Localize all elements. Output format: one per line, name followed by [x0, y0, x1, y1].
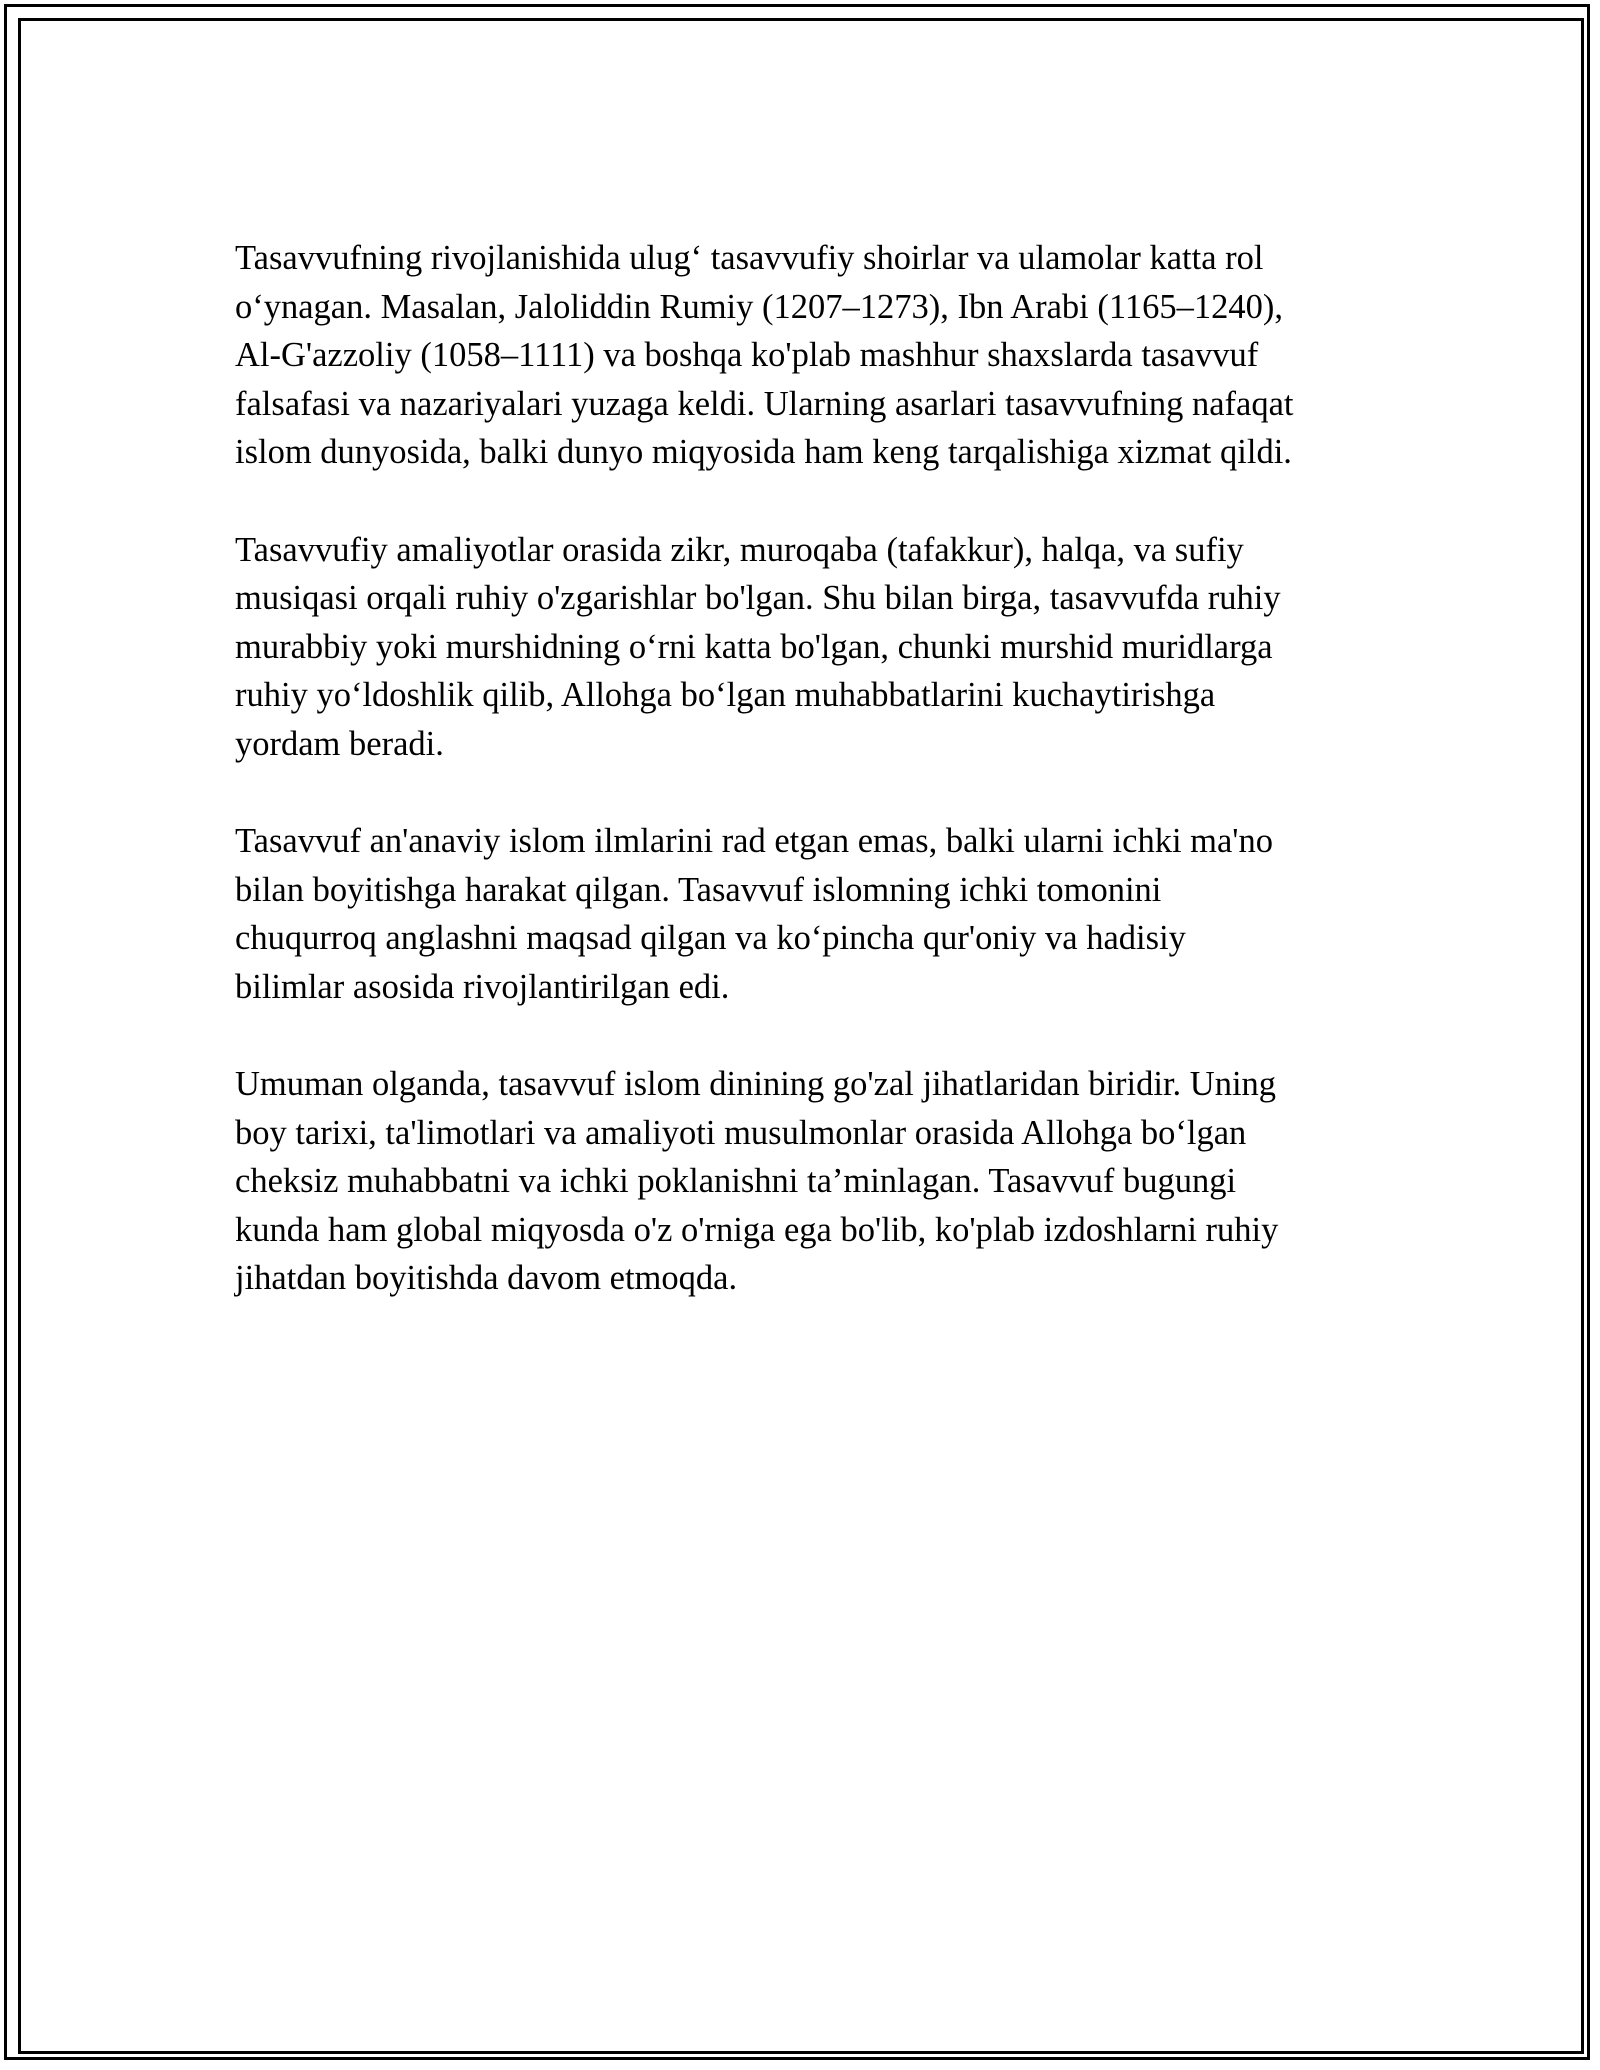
document-body [235, 234, 1365, 1352]
paragraph-4: Umuman olganda, tasavvuf islom dinining go'zal jihatlaridan biridir. Uning boy tarixi, ta'limotlari va amaliyoti musulmonlar orasida Allohga bo‘lgan cheksiz muhabbatni va ichki poklanishni ta’minlagan. Tasavvuf bugungi kunda ham global miqyosda o'z o'rniga ega bo'lib, ko'plab izdoshlarni ruhiy jihatdan boyitishda davom etmoqda. [235, 1065, 1279, 1298]
paragraph-2: Tasavvufiy amaliyotlar orasida zikr, muroqaba (tafakkur), halqa, va sufiy musiqasi orqali ruhiy o'zgarishlar bo'lgan. Shu bilan birga, tasavvufda ruhiy murabbiy yoki murshidning o‘rni katta bo'lgan, chunki murshid muridlarga ruhiy yo‘ldoshlik qilib, Allohga bo‘lgan muhabbatlarini kuchaytirishga yordam beradi. [235, 530, 1281, 763]
paragraph-3: Tasavvuf an'anaviy islom ilmlarini rad etgan emas, balki ularni ichki ma'no bilan boyitishga harakat qilgan. Tasavvuf islomning ichki tomonini chuqurroq anglashni maqsad qilgan va ko‘pincha qur'oniy va hadisiy bilimlar asosida rivojlantirilgan edi. [235, 822, 1274, 1006]
paragraph-1: Tasavvufning rivojlanishida ulug‘ tasavvufiy shoirlar va ulamolar katta rol o‘ynagan. Masalan, Jaloliddin Rumiy (1207–1273), Ibn Arabi (1165–1240), Al-G'azzoliy (1058–1111) va boshqa ko'plab mashhur shaxslarda tasavvuf falsafasi va nazariyalari yuzaga keldi. Ularning asarlari tasavvufning nafaqat islom dunyosida, balki dunyo miqyosida ham keng tarqalishiga xizmat qildi. [235, 239, 1294, 472]
